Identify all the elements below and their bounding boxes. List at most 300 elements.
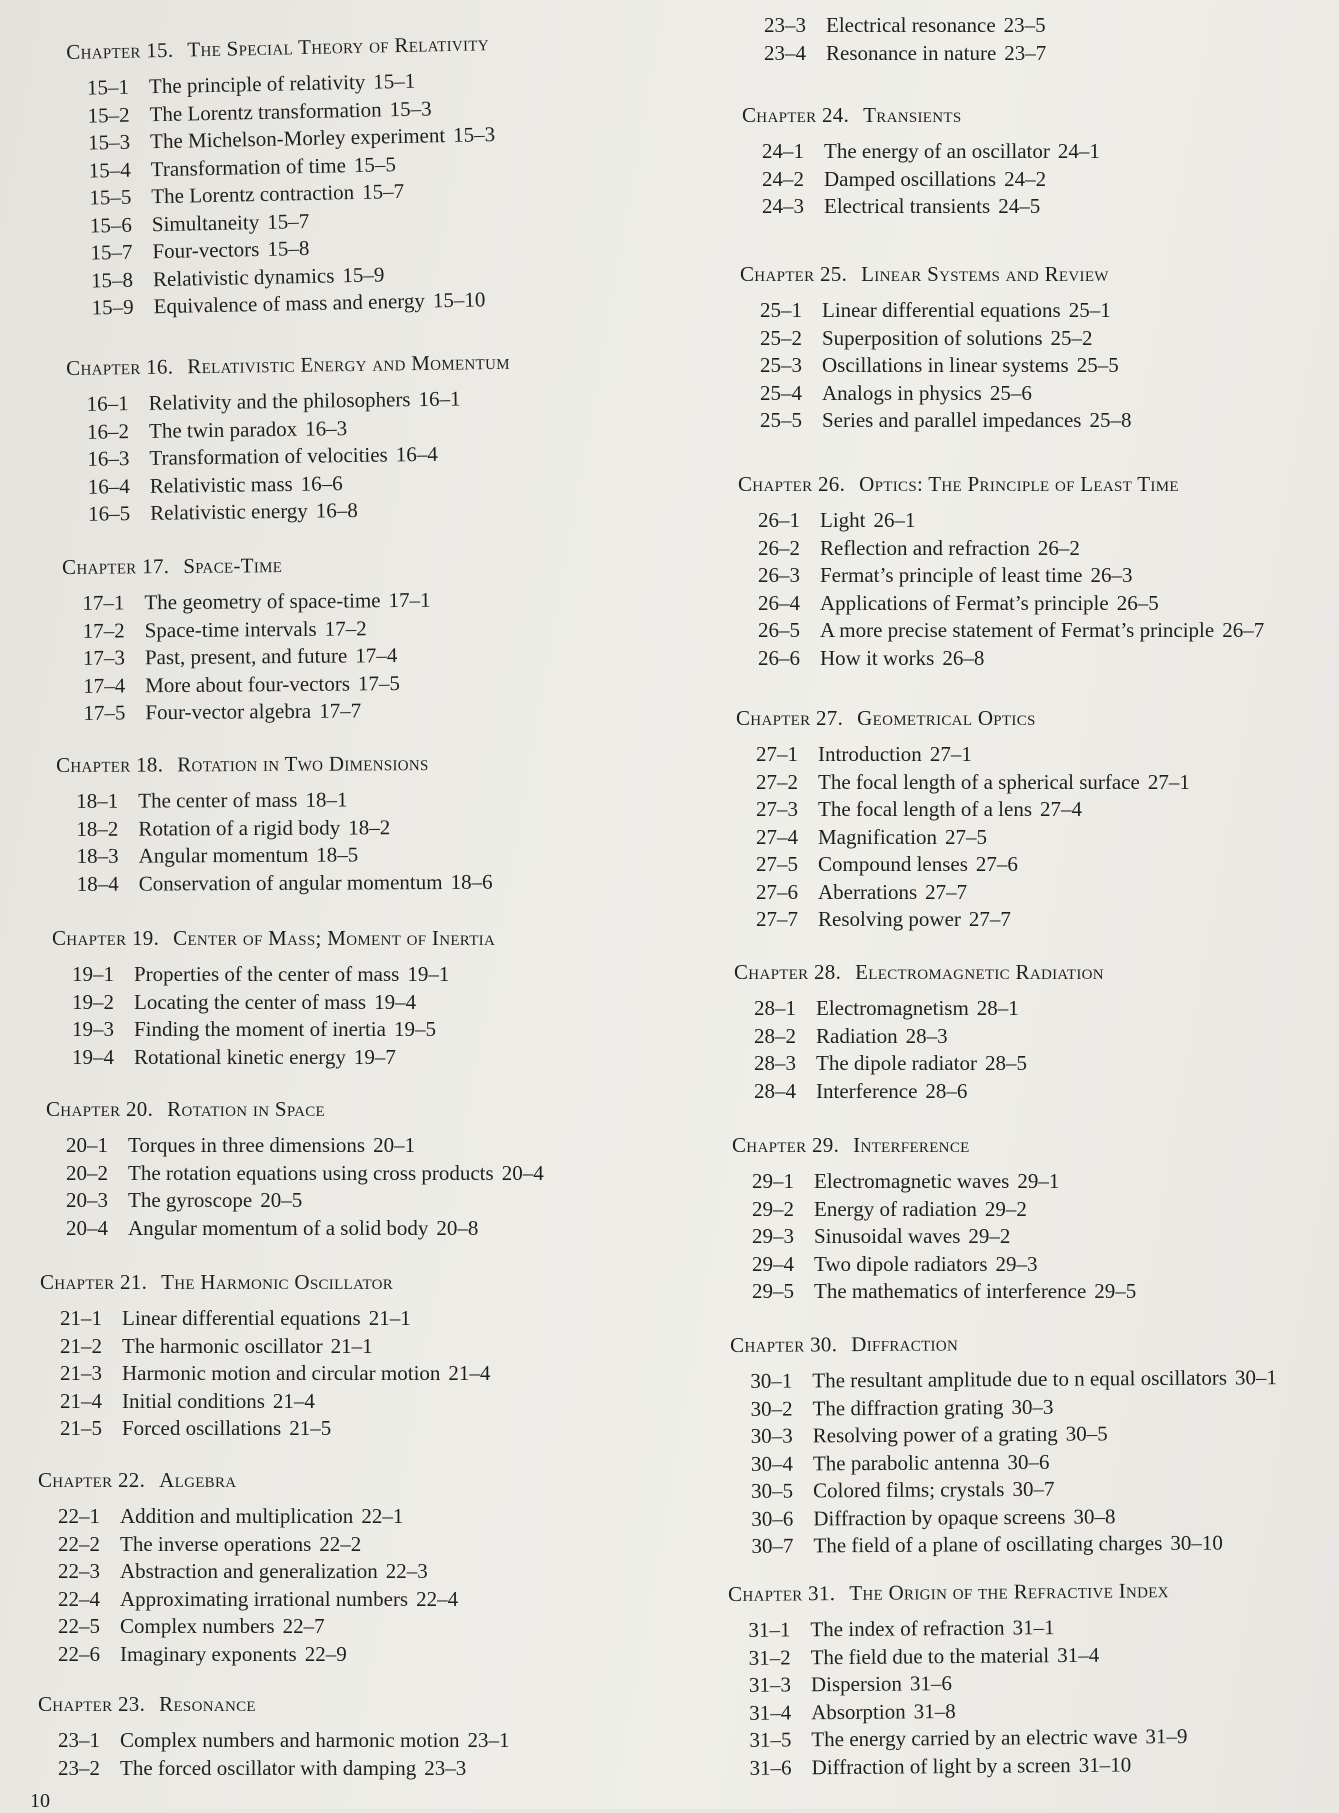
section-number: 21–1 [60,1306,102,1330]
section-page: 24–1 [1057,139,1100,163]
section-entry[interactable] [742,166,1100,194]
section-page: 20–1 [373,1133,416,1157]
section-title: Electrical transients [824,194,991,218]
section-entry[interactable] [40,1360,490,1388]
section-title: Harmonic motion and circular motion [122,1361,441,1385]
section-page: 15–10 [432,287,486,313]
section-title: Fermat’s principle of least time [820,563,1083,587]
chapter-block [66,350,512,529]
chapter-number: Chapter 15. [66,37,174,64]
section-entry[interactable] [738,617,1264,645]
chapter-title: Electromagnetic Radiation [855,960,1104,984]
section-title: Electrical resonance [826,13,996,37]
chapter-heading [66,350,510,381]
section-entry[interactable] [38,1558,458,1586]
section-page: 15–9 [342,261,385,287]
section-page: 28–3 [905,1023,948,1048]
chapter-title: Relativistic Energy and Momentum [187,349,510,379]
section-page: 31–4 [1057,1642,1100,1667]
section-entry[interactable] [62,587,430,618]
section-entry[interactable] [738,535,1264,563]
section-title: Dispersion [810,1671,902,1697]
section-entry[interactable] [740,325,1131,353]
chapter-title: Rotation in Two Dimensions [177,751,429,777]
section-page: 15–8 [267,235,310,261]
section-page: 15–7 [361,178,405,204]
section-entry[interactable] [736,796,1190,824]
section-entry[interactable] [740,380,1131,408]
section-number: 24–3 [762,194,804,218]
section-number: 15–4 [88,157,131,183]
chapter-title: Algebra [159,1468,237,1492]
section-page: 30–8 [1073,1503,1116,1529]
section-entry[interactable] [732,1251,1136,1279]
section-number: 25–1 [760,298,802,322]
section-title: The center of mass [138,787,298,813]
section-title: The index of refraction [810,1615,1005,1642]
section-page: 20–4 [501,1160,544,1185]
section-title: A more precise statement of Fermat’s principle [820,618,1215,642]
section-number: 20–2 [66,1160,108,1185]
section-page: 22–2 [319,1531,362,1556]
section-entry[interactable] [729,1668,1187,1699]
section-page: 28–6 [925,1078,968,1103]
section-entry[interactable] [731,1502,1278,1533]
section-title: Resonance in nature [826,40,997,65]
section-number: 16–1 [86,391,129,416]
section-page: 26–8 [942,645,985,670]
section-entry[interactable] [738,562,1264,590]
section-page: 23–7 [1004,40,1047,65]
section-number: 22–3 [58,1559,100,1583]
section-title: Space-time intervals [144,616,317,642]
section-entry[interactable] [742,193,1100,221]
section-page: 21–1 [368,1306,411,1330]
section-page: 19–1 [407,962,450,986]
section-title: Oscillations in linear systems [822,353,1069,377]
chapter-title: Linear Systems and Review [861,262,1109,286]
section-page: 20–5 [260,1188,303,1212]
section-page: 30–3 [1011,1394,1054,1419]
chapter-number: Chapter 21. [40,1270,148,1294]
chapter-block [62,552,432,728]
section-title: Two dipole radiators [814,1251,988,1276]
chapter-heading [742,103,1100,128]
section-entry[interactable] [738,645,1264,673]
chapter-heading [740,262,1131,287]
section-entry[interactable] [52,1016,495,1044]
section-entry[interactable] [52,1044,495,1072]
section-entry[interactable] [734,1050,1104,1078]
section-entry[interactable] [38,1613,458,1641]
section-number: 31–1 [748,1617,791,1642]
chapter-number: Chapter 23. [38,1692,146,1716]
section-title: Radiation [816,1023,898,1048]
chapter-number: Chapter 27. [736,706,844,730]
section-number: 31–5 [749,1727,792,1752]
section-page: 19–7 [353,1044,396,1069]
section-title: Past, present, and future [144,643,348,670]
section-page: 26–7 [1222,618,1265,642]
section-title: Addition and multiplication [120,1504,354,1528]
chapter-title: Rotation in Space [167,1097,326,1121]
section-number: 22–1 [58,1504,100,1528]
chapter-number: Chapter 31. [728,1581,836,1606]
section-title: Abstraction and generalization [120,1559,378,1583]
section-page: 16–3 [304,415,348,441]
section-number: 31–6 [749,1754,792,1780]
section-title: Linear differential equations [122,1306,361,1330]
chapter-title: The Harmonic Oscillator [161,1270,394,1294]
section-number: 30–4 [750,1451,793,1476]
section-entry[interactable] [732,1278,1136,1306]
chapter-number: Chapter 29. [732,1133,840,1157]
section-number: 17–3 [82,645,126,670]
section-entry[interactable] [736,879,1190,907]
section-page: 17–4 [355,643,398,668]
chapter-number: Chapter 28. [734,960,842,984]
section-entry[interactable] [63,642,431,673]
chapter-heading [56,751,492,778]
section-entry[interactable] [38,1531,458,1559]
chapter-heading [734,960,1104,985]
section-title: The focal length of a lens [818,797,1032,821]
section-page: 23–5 [1003,13,1046,37]
section-title: Complex numbers and harmonic motion [120,1728,460,1752]
section-title: The geometry of space-time [144,588,381,615]
section-number: 21–4 [60,1388,102,1413]
section-title: More about four-vectors [145,670,351,697]
section-number: 31–3 [748,1672,792,1697]
section-page: 27–4 [1040,797,1082,821]
section-entry[interactable] [40,1415,490,1443]
section-number: 22–5 [58,1614,100,1638]
section-page: 15–1 [373,68,416,94]
section-page: 16–4 [395,441,438,467]
section-title: Electromagnetism [816,996,969,1020]
section-entry[interactable] [744,40,1046,68]
section-entry[interactable] [732,1168,1136,1196]
chapter-heading [738,472,1264,497]
section-page: 18–2 [348,814,391,839]
section-entry[interactable] [40,1388,490,1416]
chapter-title: Geometrical Optics [857,706,1036,730]
section-page: 17–1 [388,587,431,613]
chapter-continuation [744,12,1046,67]
chapter-title: The Origin of the Refractive Index [849,1578,1169,1605]
section-number: 30–5 [751,1478,794,1503]
section-title: Damped oscillations [824,166,997,191]
section-number: 15–8 [90,267,134,293]
section-number: 25–3 [760,353,802,377]
section-entry[interactable] [52,961,495,989]
section-number: 23–4 [764,40,806,65]
chapter-number: Chapter 24. [742,103,850,127]
section-entry[interactable] [38,1727,509,1755]
chapter-heading [46,1097,544,1122]
section-page: 27–1 [929,742,972,766]
section-number: 28–3 [754,1051,796,1075]
section-entry[interactable] [729,1723,1187,1754]
section-entry[interactable] [38,1586,458,1614]
section-page: 30–1 [1234,1365,1278,1390]
section-title: Relativistic dynamics [152,262,335,291]
section-number: 23–3 [764,13,806,37]
section-entry[interactable] [740,407,1131,435]
section-page: 16–8 [315,497,359,523]
section-number: 31–2 [748,1644,791,1670]
section-entry[interactable] [63,697,431,728]
section-number: 30–7 [751,1533,794,1558]
section-title: Compound lenses [818,852,968,876]
section-number: 15–6 [89,212,133,238]
section-page: 17–2 [324,615,367,641]
section-title: Diffraction by opaque screens [813,1504,1066,1530]
chapter-block [56,751,493,898]
section-page: 29–3 [995,1251,1038,1276]
section-entry[interactable] [740,352,1131,380]
section-entry[interactable] [731,1474,1278,1505]
section-number: 25–2 [760,325,802,350]
section-title: Forced oscillations [122,1416,282,1440]
section-number: 21–3 [60,1361,102,1385]
section-title: Complex numbers [120,1614,275,1638]
section-title: How it works [820,645,935,670]
section-entry[interactable] [734,1078,1104,1106]
section-number: 30–1 [750,1368,793,1393]
section-entry[interactable] [728,1613,1186,1644]
section-page: 25–6 [989,380,1032,405]
section-page: 22–4 [416,1586,459,1611]
section-page: 31–8 [913,1698,956,1723]
section-page: 23–3 [424,1755,467,1780]
chapter-block [46,1097,544,1242]
section-page: 18–6 [450,869,493,894]
section-number: 17–5 [83,700,126,725]
section-number: 24–1 [762,139,804,163]
chapter-number: Chapter 25. [740,262,848,286]
section-page: 16–6 [300,470,343,496]
section-entry[interactable] [40,1305,490,1333]
section-title: Finding the moment of inertia [134,1017,386,1041]
section-entry[interactable] [63,614,431,645]
section-page: 15–7 [266,208,310,234]
section-entry[interactable] [56,841,492,871]
section-page: 31–9 [1145,1723,1188,1749]
section-number: 25–5 [760,408,802,432]
section-title: The mathematics of interference [814,1279,1087,1303]
section-page: 15–5 [353,151,397,177]
chapter-number: Chapter 20. [46,1097,154,1121]
section-entry[interactable] [738,507,1264,535]
section-title: Applications of Fermat’s principle [820,590,1109,615]
chapter-title: Space-Time [183,553,283,578]
section-title: The harmonic oscillator [122,1333,323,1358]
section-title: The focal length of a spherical surface [818,769,1140,794]
section-entry[interactable] [46,1215,544,1243]
section-entry[interactable] [40,1333,490,1361]
chapter-number: Chapter 22. [38,1468,146,1492]
section-page: 28–5 [984,1051,1027,1075]
section-entry[interactable] [734,995,1104,1023]
chapter-heading [38,1692,509,1717]
section-title: Energy of radiation [814,1196,977,1221]
section-number: 28–1 [754,996,796,1020]
section-title: Simultaneity [151,209,260,236]
section-number: 30–3 [750,1423,793,1448]
section-number: 30–2 [750,1396,793,1421]
section-title: Aberrations [818,879,918,904]
section-entry[interactable] [52,989,495,1017]
section-entry[interactable] [729,1695,1187,1726]
section-title: Introduction [818,742,922,766]
section-number: 27–4 [756,824,798,849]
chapter-heading [40,1270,490,1295]
section-entry[interactable] [730,1392,1277,1423]
section-title: Linear differential equations [822,298,1061,322]
section-title: Interference [816,1078,918,1103]
section-title: The parabolic antenna [812,1449,1000,1475]
section-entry[interactable] [38,1503,458,1531]
section-entry[interactable] [734,1023,1104,1051]
section-title: Absorption [811,1698,906,1724]
chapter-heading [736,706,1190,731]
section-number: 17–4 [83,672,126,698]
chapter-title: Transients [863,103,962,127]
chapter-block [730,1329,1278,1560]
section-page: 31–6 [909,1671,952,1696]
section-title: Resolving power [818,907,961,931]
section-number: 27–6 [756,879,798,904]
section-page: 17–5 [357,670,401,695]
section-page: 31–10 [1078,1751,1132,1777]
section-number: 29–3 [752,1224,794,1248]
section-page: 22–1 [361,1504,404,1528]
section-number: 16–3 [87,446,130,471]
section-title: The gyroscope [128,1188,253,1212]
section-number: 26–1 [758,508,800,532]
chapter-block [66,31,499,322]
section-page: 20–8 [436,1215,479,1240]
section-number: 21–5 [60,1416,102,1440]
chapter-heading [66,31,494,65]
chapter-title: Center of Mass; Moment of Inertia [173,926,496,950]
section-entry[interactable] [732,1196,1136,1224]
section-page: 21–5 [289,1416,332,1440]
section-entry[interactable] [736,906,1190,934]
section-entry[interactable] [731,1419,1278,1450]
section-entry[interactable] [738,590,1264,618]
section-title: The principle of relativity [148,69,366,99]
section-number: 26–2 [758,535,800,560]
section-page: 27–5 [944,824,987,849]
section-number: 16–4 [87,473,130,499]
section-entry[interactable] [46,1187,544,1215]
section-page: 25–8 [1089,408,1132,432]
section-entry[interactable] [729,1640,1187,1671]
section-page: 30–6 [1007,1449,1050,1474]
section-entry[interactable] [730,1750,1188,1781]
section-title: The Lorentz transformation [149,96,382,126]
section-title: Properties of the center of mass [134,962,400,986]
section-entry[interactable] [736,824,1190,852]
section-entry[interactable] [63,669,431,700]
section-title: The energy of an oscillator [824,139,1050,163]
section-page: 19–4 [374,989,417,1014]
section-title: Sinusoidal waves [814,1224,961,1248]
section-number: 23–1 [58,1728,100,1752]
section-entry[interactable] [736,769,1190,797]
section-entry[interactable] [736,851,1190,879]
section-number: 22–2 [58,1531,100,1556]
section-entry[interactable] [736,741,1190,769]
section-page: 29–2 [984,1196,1027,1221]
section-entry[interactable] [740,297,1131,325]
section-page: 31–1 [1012,1615,1055,1640]
section-page: 30–10 [1170,1530,1223,1555]
section-number: 26–4 [758,590,800,615]
section-title: The dipole radiator [816,1051,977,1075]
section-entry[interactable] [68,495,512,529]
section-entry[interactable] [732,1223,1136,1251]
section-title: Series and parallel impedances [822,408,1082,432]
section-number: 18–1 [76,788,119,813]
section-title: Four-vector algebra [145,698,312,725]
section-number: 22–4 [58,1586,100,1611]
section-number: 19–2 [72,989,114,1014]
section-page: 27–7 [968,907,1011,931]
section-entry[interactable] [38,1641,458,1669]
section-entry[interactable] [56,786,492,816]
section-number: 15–3 [87,129,131,155]
section-title: Imaginary exponents [120,1641,297,1666]
section-page: 24–2 [1004,166,1047,191]
section-title: Colored films; crystals [813,1477,1005,1503]
section-number: 18–2 [76,816,119,841]
section-entry[interactable] [730,1364,1277,1395]
section-number: 20–1 [66,1133,108,1157]
section-entry[interactable] [46,1160,544,1188]
section-entry[interactable] [56,813,492,843]
section-entry[interactable] [731,1447,1278,1478]
chapter-number: Chapter 19. [52,926,160,950]
section-number: 15–9 [91,294,134,320]
section-page: 18–5 [316,842,359,867]
section-entry[interactable] [46,1132,544,1160]
section-title: Resolving power of a grating [812,1421,1058,1448]
section-entry[interactable] [731,1529,1278,1560]
section-title: Initial conditions [122,1388,265,1413]
page-number: 10 [30,1790,50,1812]
section-page: 29–1 [1017,1169,1060,1193]
section-entry[interactable] [57,868,493,898]
chapter-number: Chapter 16. [66,354,174,380]
chapter-block [38,1692,509,1782]
chapter-heading [62,552,430,580]
section-page: 25–2 [1050,325,1093,350]
section-page: 19–5 [393,1017,436,1041]
chapter-block [734,960,1104,1105]
section-entry[interactable] [744,12,1046,40]
chapter-number: Chapter 18. [56,752,164,777]
section-entry[interactable] [742,138,1100,166]
section-number: 29–2 [752,1196,794,1221]
section-title: Relativistic mass [149,471,293,498]
section-entry[interactable] [38,1755,509,1783]
section-number: 27–1 [756,742,798,766]
section-number: 28–4 [754,1078,796,1103]
chapter-block [736,706,1190,934]
